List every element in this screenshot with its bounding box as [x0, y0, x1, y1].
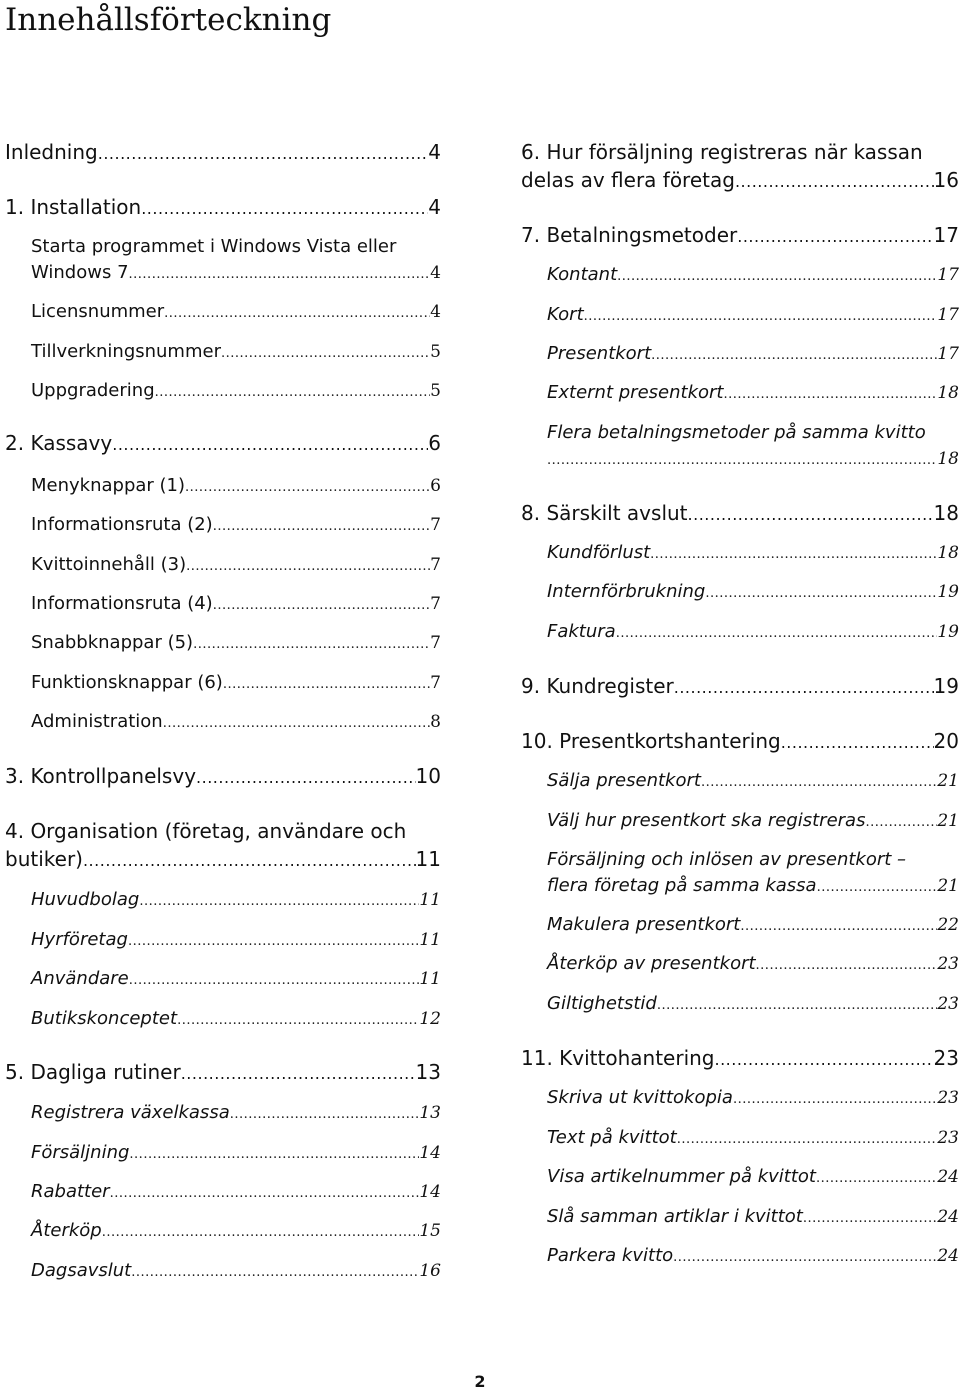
- toc-page-number: 24: [937, 1207, 959, 1227]
- toc-line: [547, 1164, 959, 1192]
- toc-entry-title: Administration: [31, 711, 163, 732]
- toc-entry-title: Windows 7: [31, 262, 129, 283]
- toc-dot-leader: [735, 169, 934, 195]
- toc-entry-title: Kort: [547, 304, 584, 325]
- page-title: Innehållsförteckning: [5, 2, 332, 38]
- toc-line: [547, 302, 959, 330]
- toc-line: [31, 887, 441, 915]
- toc-entry-title: Välj hur presentkort ska registreras: [547, 810, 866, 831]
- toc-entry-title: Funktionsknappar (6): [31, 672, 223, 693]
- toc-entry-title: Återköp av presentkort: [547, 953, 756, 974]
- toc-page-number: 16: [933, 168, 959, 192]
- toc-page-number: 8: [430, 712, 441, 732]
- toc-page-number: 4: [430, 302, 441, 322]
- toc-line: [5, 430, 441, 458]
- toc-dot-leader: [737, 224, 933, 250]
- toc-line: [5, 194, 441, 222]
- toc-dot-leader: [213, 514, 430, 540]
- toc-line: [547, 420, 959, 446]
- toc-page-number: 21: [937, 876, 959, 896]
- toc-page-number: 7: [430, 633, 441, 653]
- toc-line: [547, 912, 959, 940]
- toc-page-number: 5: [430, 381, 441, 401]
- toc-page-number: 22: [937, 915, 959, 935]
- toc-line: [31, 670, 441, 698]
- toc-entry-title: Parkera kvitto: [547, 1245, 674, 1266]
- toc-dot-leader: [756, 953, 938, 979]
- toc-line: [547, 380, 959, 408]
- toc-page-number: 21: [937, 771, 959, 791]
- toc-dot-leader: [816, 1166, 937, 1192]
- toc-dot-leader: [196, 765, 416, 791]
- toc-entry-title: Kvittoinnehåll (3): [31, 554, 187, 575]
- toc-dot-leader: [688, 502, 934, 528]
- toc-line: [547, 446, 959, 474]
- toc-dot-leader: [740, 914, 937, 940]
- toc-line: [31, 1006, 441, 1034]
- toc-page-number: 18: [937, 449, 959, 469]
- toc-dot-leader: [223, 672, 430, 698]
- toc-line: [31, 709, 441, 737]
- toc-page-number: 6: [430, 476, 441, 496]
- toc-entry-title: Kontant: [547, 264, 618, 285]
- toc-dot-leader: [723, 382, 937, 408]
- toc-line: [31, 378, 441, 406]
- toc-entry-title: 7. Betalningsmetoder: [521, 223, 738, 247]
- toc-entry-title: 10. Presentkortshantering: [521, 729, 781, 753]
- toc-entry-title: Faktura: [547, 621, 616, 642]
- toc-entry-title: Registrera växelkassa: [31, 1102, 230, 1123]
- toc-page-number: 4: [428, 140, 441, 164]
- toc-page-number: 24: [937, 1246, 959, 1266]
- toc-entry-title: Skriva ut kvittokopia: [547, 1087, 733, 1108]
- toc-dot-leader: [155, 380, 431, 406]
- toc-dot-leader: [677, 1127, 938, 1153]
- toc-dot-leader: [141, 196, 428, 222]
- toc-dot-leader: [650, 542, 937, 568]
- toc-dot-leader: [193, 632, 430, 658]
- toc-line: [547, 540, 959, 568]
- toc-entry-title: Dagsavslut: [31, 1260, 132, 1281]
- toc-entry-title: Giltighetstid: [547, 993, 657, 1014]
- toc-dot-leader: [112, 432, 428, 458]
- toc-page-number: 19: [937, 582, 959, 602]
- toc-entry-title: delas av flera företag: [521, 168, 735, 192]
- toc-page-number: 24: [937, 1167, 959, 1187]
- toc-line: [547, 1125, 959, 1153]
- toc-page-number: 23: [937, 954, 959, 974]
- toc-dot-leader: [83, 848, 416, 874]
- toc-dot-leader: [186, 554, 430, 580]
- toc-line: [31, 260, 441, 288]
- toc-line: [31, 339, 441, 367]
- toc-page-number: 5: [430, 342, 441, 362]
- toc-entry-title: 3. Kontrollpanelsvy: [5, 764, 197, 788]
- toc-entry-title: Butikskonceptet: [31, 1008, 178, 1029]
- toc-line: [31, 1140, 441, 1168]
- toc-dot-leader: [102, 1220, 420, 1246]
- toc-entry-title: Användare: [31, 968, 129, 989]
- toc-dot-leader: [163, 711, 430, 737]
- toc-dot-leader: [673, 1245, 937, 1271]
- toc-dot-leader: [139, 889, 419, 915]
- toc-line: [547, 1243, 959, 1271]
- toc-line: [5, 1059, 441, 1087]
- toc-page-number: 14: [419, 1143, 441, 1163]
- toc-entry-title: Starta programmet i Windows Vista eller: [31, 236, 397, 257]
- toc-entry-title: Snabbknappar (5): [31, 632, 194, 653]
- toc-line: [521, 167, 959, 195]
- toc-page-number: 19: [933, 674, 959, 698]
- toc-entry-title: Slå samman artiklar i kvittot: [547, 1206, 803, 1227]
- toc-entry-title: Internförbrukning: [547, 581, 706, 602]
- toc-entry-title: flera företag på samma kassa: [547, 875, 817, 896]
- toc-page-number: 11: [419, 890, 441, 910]
- toc-page-number: 11: [415, 847, 441, 871]
- toc-entry-title: Licensnummer: [31, 301, 165, 322]
- toc-line: [547, 1085, 959, 1113]
- toc-line: [31, 1179, 441, 1207]
- toc-dot-leader: [584, 304, 938, 330]
- toc-page-number: 23: [937, 1128, 959, 1148]
- toc-page-number: 23: [933, 1046, 959, 1070]
- toc-dot-leader: [616, 621, 938, 647]
- toc-dot-leader: [98, 141, 429, 167]
- toc-page-number: 10: [415, 764, 441, 788]
- toc-page-number: 17: [933, 223, 959, 247]
- toc-entry-title: 11. Kvittohantering: [521, 1046, 715, 1070]
- toc-dot-leader: [701, 770, 937, 796]
- toc-dot-leader: [110, 1181, 420, 1207]
- toc-entry-title: Återköp: [31, 1220, 102, 1241]
- toc-line: [547, 341, 959, 369]
- toc-entry-title: Externt presentkort: [547, 382, 724, 403]
- toc-page-number: 7: [430, 515, 441, 535]
- toc-entry-title: 8. Särskilt avslut: [521, 501, 688, 525]
- toc-page-number: 11: [419, 930, 441, 950]
- toc-page-number: 19: [937, 622, 959, 642]
- toc-dot-leader: [547, 448, 937, 474]
- toc-dot-leader: [651, 343, 937, 369]
- toc-dot-leader: [129, 1142, 419, 1168]
- toc-line: [31, 299, 441, 327]
- toc-line: [31, 591, 441, 619]
- toc-line: [547, 873, 959, 901]
- toc-page-number: 12: [419, 1009, 441, 1029]
- toc-line: [521, 500, 959, 528]
- toc-page-number: 23: [937, 994, 959, 1014]
- toc-line: [31, 630, 441, 658]
- toc-dot-leader: [865, 810, 937, 836]
- toc-line: [31, 234, 441, 260]
- toc-line: [31, 512, 441, 540]
- toc-dot-leader: [213, 593, 430, 619]
- toc-entry-title: Presentkort: [547, 343, 652, 364]
- toc-entry-title: Huvudbolag: [31, 889, 140, 910]
- toc-dot-leader: [230, 1102, 420, 1128]
- toc-entry-title: Rabatter: [31, 1181, 110, 1202]
- toc-line: [547, 619, 959, 647]
- toc-line: [31, 473, 441, 501]
- toc-line: [31, 927, 441, 955]
- toc-dot-leader: [177, 1008, 419, 1034]
- toc-line: [547, 1204, 959, 1232]
- toc-dot-leader: [803, 1206, 937, 1232]
- toc-dot-leader: [164, 301, 430, 327]
- toc-dot-leader: [657, 993, 938, 1019]
- toc-entry-title: Flera betalningsmetoder på samma kvitto: [547, 422, 926, 443]
- toc-entry-title: butiker): [5, 847, 83, 871]
- toc-page-number: 20: [933, 729, 959, 753]
- toc-page-number: 23: [937, 1088, 959, 1108]
- toc-dot-leader: [617, 264, 937, 290]
- toc-line: [5, 818, 441, 844]
- toc-page-number: 7: [430, 673, 441, 693]
- toc-line: [521, 1045, 959, 1073]
- toc-entry-title: Menyknappar (1): [31, 475, 186, 496]
- toc-page-number: 16: [419, 1261, 441, 1281]
- toc-dot-leader: [131, 1260, 419, 1286]
- toc-line: [547, 991, 959, 1019]
- toc-dot-leader: [674, 675, 934, 701]
- toc-page-number: 7: [430, 594, 441, 614]
- toc-page-number: 13: [415, 1060, 441, 1084]
- toc-dot-leader: [128, 929, 419, 955]
- toc-entry-title: Informationsruta (4): [31, 593, 213, 614]
- toc-entry-title: Försäljning och inlösen av presentkort –: [547, 849, 907, 870]
- toc-page-number: 18: [933, 501, 959, 525]
- toc-page-number: 17: [937, 344, 959, 364]
- toc-line: [547, 768, 959, 796]
- toc-line: [31, 966, 441, 994]
- toc-line: [5, 139, 441, 167]
- toc-page-number: 17: [937, 265, 959, 285]
- toc-dot-leader: [181, 1061, 416, 1087]
- toc-line: [547, 808, 959, 836]
- toc-page-number: 13: [419, 1103, 441, 1123]
- toc-page-number: 17: [937, 305, 959, 325]
- toc-dot-leader: [781, 730, 934, 756]
- toc-page-number: 4: [428, 195, 441, 219]
- toc-dot-leader: [129, 262, 431, 288]
- toc-entry-title: Inledning: [5, 140, 98, 164]
- toc-entry-title: Kundförlust: [547, 542, 651, 563]
- toc-entry-title: Informationsruta (2): [31, 514, 213, 535]
- toc-page-number: 14: [419, 1182, 441, 1202]
- toc-line: [547, 579, 959, 607]
- toc-page-number: 15: [419, 1221, 441, 1241]
- toc-line: [521, 222, 959, 250]
- toc-line: [5, 846, 441, 874]
- toc-page-number: 18: [937, 383, 959, 403]
- toc-dot-leader: [733, 1087, 937, 1113]
- toc-entry-title: Tillverkningsnummer: [31, 341, 221, 362]
- toc-entry-title: Text på kvittot: [547, 1127, 677, 1148]
- page-number: 2: [474, 1372, 486, 1391]
- toc-entry-title: 5. Dagliga rutiner: [5, 1060, 181, 1084]
- toc-line: [31, 1100, 441, 1128]
- toc-entry-title: 2. Kassavy: [5, 431, 113, 455]
- toc-entry-title: 6. Hur försäljning registreras när kassan: [521, 140, 923, 164]
- toc-dot-leader: [129, 968, 420, 994]
- toc-entry-title: 9. Kundregister: [521, 674, 674, 698]
- toc-line: [31, 1258, 441, 1286]
- toc-entry-title: Visa artikelnummer på kvittot: [547, 1166, 816, 1187]
- toc-page-number: 11: [419, 969, 441, 989]
- toc-entry-title: Hyrföretag: [31, 929, 128, 950]
- toc-dot-leader: [705, 581, 937, 607]
- toc-dot-leader: [185, 475, 430, 501]
- toc-line: [521, 673, 959, 701]
- toc-entry-title: 1. Installation: [5, 195, 142, 219]
- toc-dot-leader: [221, 341, 430, 367]
- toc-page-number: 4: [430, 263, 441, 283]
- toc-page-number: 21: [937, 811, 959, 831]
- toc-entry-title: Uppgradering: [31, 380, 155, 401]
- toc-entry-title: Försäljning: [31, 1142, 130, 1163]
- toc-line: [31, 1218, 441, 1246]
- toc-line: [521, 139, 959, 165]
- toc-page-number: 7: [430, 555, 441, 575]
- toc-dot-leader: [715, 1047, 934, 1073]
- toc-entry-title: 4. Organisation (företag, användare och: [5, 819, 407, 843]
- toc-entry-title: Makulera presentkort: [547, 914, 741, 935]
- toc-line: [547, 262, 959, 290]
- toc-line: [521, 728, 959, 756]
- toc-line: [547, 951, 959, 979]
- toc-page-number: 6: [428, 431, 441, 455]
- toc-line: [5, 763, 441, 791]
- toc-line: [547, 847, 959, 873]
- toc-dot-leader: [817, 875, 938, 901]
- toc-page-number: 18: [937, 543, 959, 563]
- toc-entry-title: Sälja presentkort: [547, 770, 701, 791]
- toc-line: [31, 552, 441, 580]
